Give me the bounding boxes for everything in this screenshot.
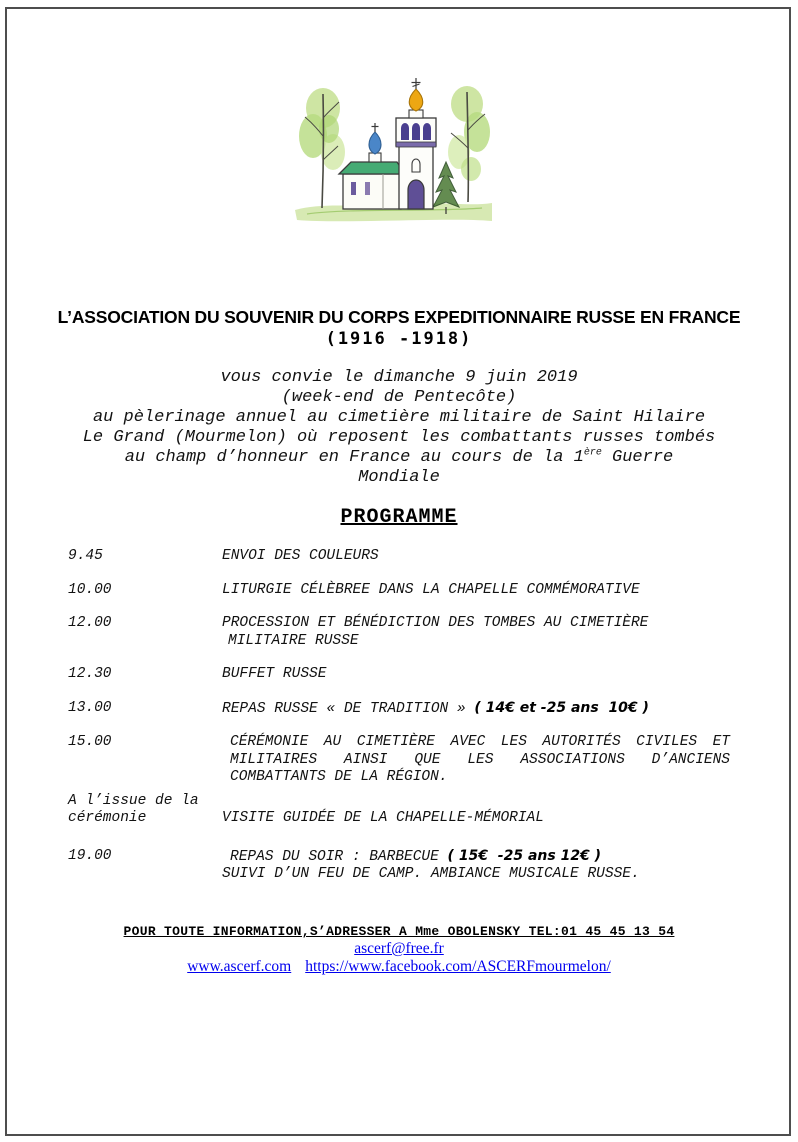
schedule-time: 10.00 [68,581,112,598]
title-years: (1916 -1918) [325,329,473,349]
ordinal-superscript: ère [583,447,602,459]
schedule-activity [222,700,730,719]
invitation-text [0,368,798,488]
schedule-activity [222,734,730,787]
activity-line-2: MILITAIRE RUSSE [228,632,359,649]
contact-info: POUR TOUTE INFORMATION,S’ADRESSER A Mme OBOLENSKY TEL:01 45 45 13 54 [123,924,675,939]
schedule-time: 19.00 [68,847,112,864]
chapel-watercolor-icon [287,74,499,226]
schedule-row-1300 [68,700,730,719]
schedule-row-1200 [68,615,730,650]
schedule-time: 13.00 [68,699,112,716]
schedule-activity: BUFFET RUSSE [222,666,327,682]
activity-line-3: COMBATTANTS DE LA RÉGION. [230,769,448,785]
schedule-row-0945 [68,548,730,566]
programme-heading [0,506,798,529]
activity-line-1: CÉRÉMONIE AU CIMETIÈRE AVEC LES AUTORITÉS CIVILES ET [230,734,730,750]
schedule-activity: LITURGIE CÉLÈBREE DANS LA CHAPELLE COMMÉMORATIVE [222,581,640,598]
schedule-time: 12.00 [68,615,112,631]
programme-schedule [68,548,730,900]
price-text: ( 14€ et -25 ans 10€ ) [474,699,649,716]
intro-line-5-text: au champ d’honneur en France au cours de la 1 [124,448,584,467]
title-line-1: L’ASSOCIATION DU SOUVENIR DU CORPS EXPEDITIONNAIRE RUSSE EN FRANCE [57,307,741,327]
activity-line-2: MILITAIRES AINSI QUE LES ASSOCIATIONS D’ANCIENS [230,751,730,768]
schedule-time: 15.00 [68,734,112,750]
intro-line-5 [0,448,798,468]
activity-line-2: SUIVI D’UN FEU DE CAMP. AMBIANCE MUSICALE RUSSE. [222,866,640,882]
programme-heading-text: PROGRAMME [340,506,458,529]
intro-line-4: Le Grand (Mourmelon) où reposent les combattants russes tombés [82,428,716,447]
chapel-illustration [287,74,499,226]
activity-text: REPAS RUSSE « DE TRADITION » [222,700,475,717]
schedule-time: 9.45 [68,548,103,564]
intro-line-2: (week-end de Pentecôte) [281,388,517,407]
schedule-activity: ENVOI DES COULEURS [222,548,379,564]
schedule-row-1000 [68,582,730,600]
schedule-activity [222,848,730,884]
schedule-row-after-ceremony [68,793,730,828]
intro-line-5-tail: Guerre [601,448,674,467]
facebook-link[interactable]: https://www.facebook.com/ASCERFmourmelon/ [305,958,611,975]
schedule-row-1230 [68,666,730,684]
price-text: ( 15€ -25 ans 12€ ) [447,847,602,864]
schedule-activity [222,615,730,650]
intro-line-3: au pèlerinage annuel au cimetière militaire de Saint Hilaire [92,408,706,427]
website-link[interactable]: www.ascerf.com [187,958,292,975]
activity-line-1: PROCESSION ET BÉNÉDICTION DES TOMBES AU CIMETIÈRE [222,615,649,631]
activity-text: REPAS DU SOIR : BARBECUE [230,848,448,865]
email-line [0,940,798,957]
schedule-row-1500 [68,734,730,787]
time-line-2: cérémonie [68,810,147,826]
footer [0,924,798,975]
schedule-time [68,793,222,828]
document-title [0,306,798,350]
intro-line-6: Mondiale [358,468,440,487]
activity-line-1 [222,848,730,867]
links-line [0,958,798,975]
time-line-1: A l’issue de la [68,792,199,809]
intro-line-1: vous convie le dimanche 9 juin 2019 [220,368,578,387]
email-link[interactable]: ascerf@free.fr [354,940,444,957]
schedule-time: 12.30 [68,666,112,682]
schedule-row-1900 [68,848,730,884]
schedule-activity: VISITE GUIDÉE DE LA CHAPELLE-MÉMORIAL [222,810,544,826]
